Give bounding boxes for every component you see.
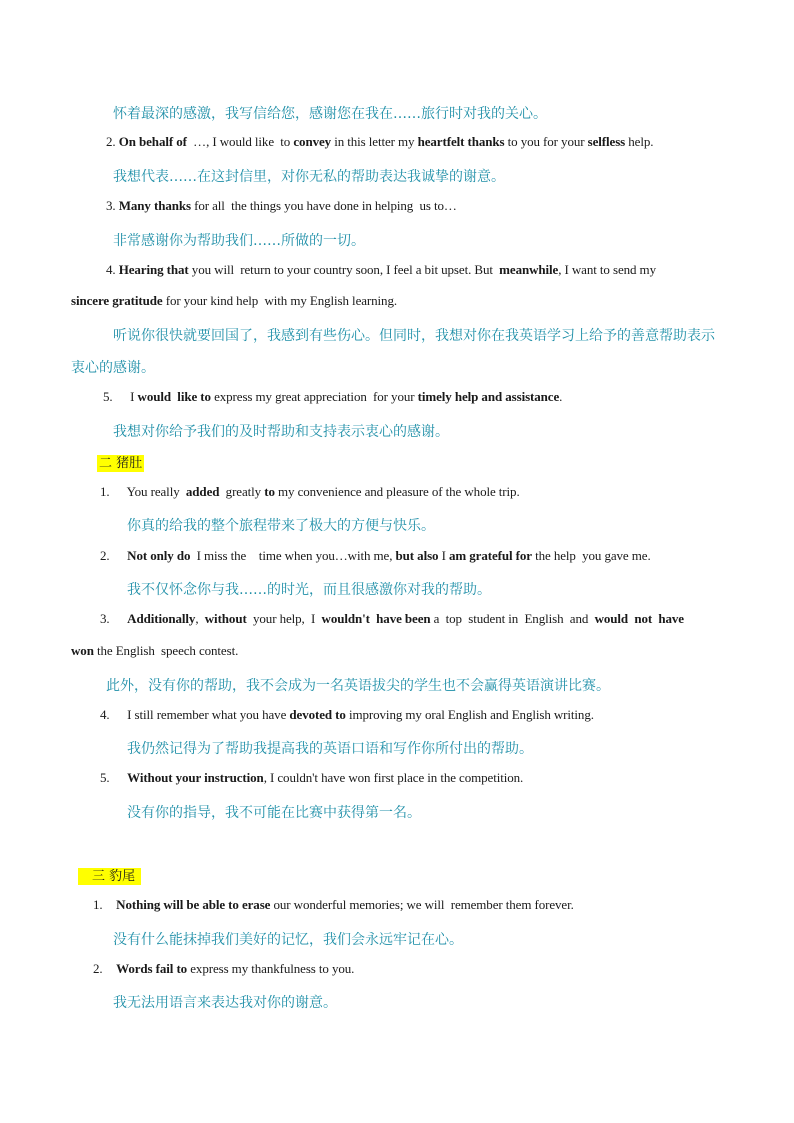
sentence-text: I still remember what you have <box>127 707 290 722</box>
intro-translation: 怀着最深的感激，我写信给您，感谢您在我在……旅行时对我的关心。 <box>113 106 547 122</box>
sentence-text: to you for your <box>504 134 588 149</box>
sentence-text: our wonderful memories; we will remember them forever. <box>270 897 574 912</box>
sentence-text: greatly <box>219 484 265 499</box>
key-phrase: Nothing will be able to erase <box>116 897 271 912</box>
item-number: 1. <box>100 484 110 499</box>
key-phrase: wouldn't have been <box>321 611 431 626</box>
key-phrase: convey <box>293 134 332 149</box>
key-phrase: Words fail to <box>116 961 188 976</box>
sentence-text: I <box>438 548 449 563</box>
translation-s1-4: 听说你很快就要回国了，我感到有些伤心。但同时，我想对你在我英语学习上给予的善意帮助表示 <box>113 328 715 344</box>
key-phrase: am grateful for <box>448 548 532 563</box>
sentence-s1-4 <box>106 262 656 278</box>
sentence-s2-5 <box>100 770 523 786</box>
key-phrase: selfless <box>587 134 626 149</box>
sentence-text: …, I would like to <box>186 134 294 149</box>
sentence-text: , I want to send my <box>558 262 656 277</box>
key-phrase: devoted to <box>289 707 346 722</box>
section-heading-2 <box>97 452 144 472</box>
sentence-text: . <box>559 389 563 404</box>
sentence-text: a top student in English and <box>430 611 595 626</box>
translation-s2-3: 此外，没有你的帮助，我不会成为一名英语拔尖的学生也不会赢得英语演讲比赛。 <box>106 678 610 694</box>
translation-s2-4: 我仍然记得为了帮助我提高我的英语口语和写作你所付出的帮助。 <box>127 741 533 757</box>
sentence-s2-3 <box>100 611 684 627</box>
key-phrase: won <box>71 643 94 658</box>
heading-label: 三 豹尾 <box>78 868 141 885</box>
item-number: 2. <box>106 134 116 149</box>
key-phrase: Hearing that <box>118 262 189 277</box>
sentence-text: , I couldn't have won first place in the competition. <box>263 770 524 785</box>
sentence-text: for your kind help with my English learning. <box>162 293 397 308</box>
sentence-s2-4 <box>100 707 594 723</box>
item-number: 4. <box>106 262 116 277</box>
translation-s1-2: 我想代表……在这封信里，对你无私的帮助表达我诚挚的谢意。 <box>113 169 505 185</box>
sentence-text: your help, I <box>246 611 322 626</box>
key-phrase: On behalf of <box>118 134 187 149</box>
key-phrase: sincere gratitude <box>71 293 163 308</box>
key-phrase: Not only do <box>127 548 191 563</box>
sentence-text: I miss the time when you…with me, <box>190 548 396 563</box>
item-number: 5. <box>100 770 110 785</box>
sentence-text: in this letter my <box>331 134 418 149</box>
sentence-s3-2 <box>93 961 354 977</box>
sentence-text: help. <box>625 134 654 149</box>
heading-label: 二 猪肚 <box>99 456 143 471</box>
key-phrase: without <box>204 611 247 626</box>
key-phrase: to <box>264 484 275 499</box>
key-phrase: would like to <box>137 389 211 404</box>
sentence-s2-1 <box>100 484 520 500</box>
sentence-s1-4-cont <box>71 293 397 309</box>
translation-s3-2: 我无法用语言来表达我对你的谢意。 <box>113 995 337 1011</box>
key-phrase: meanwhile <box>499 262 559 277</box>
item-number: 2. <box>93 961 103 976</box>
sentence-s1-2 <box>106 134 653 150</box>
item-number: 1. <box>93 897 103 912</box>
translation-s3-1: 没有什么能抹掉我们美好的记忆，我们会永远牢记在心。 <box>113 932 463 948</box>
sentence-text: express my great appreciation for your <box>210 389 418 404</box>
sentence-text: you will return to your country soon, I feel a bit upset. But <box>188 262 500 277</box>
sentence-s2-3-cont <box>71 643 238 659</box>
key-phrase: Many thanks <box>118 198 191 213</box>
item-number: 3. <box>100 611 110 626</box>
key-phrase: would not have <box>594 611 684 626</box>
item-number: 4. <box>100 707 110 722</box>
translation-s2-2: 我不仅怀念你与我……的时光，而且很感激你对我的帮助。 <box>127 582 491 598</box>
sentence-text: express my thankfulness to you. <box>187 961 355 976</box>
translation-s1-5: 我想对你给予我们的及时帮助和支持表示衷心的感谢。 <box>113 424 449 440</box>
sentence-text: the help you gave me. <box>531 548 651 563</box>
translation-s2-5: 没有你的指导，我不可能在比赛中获得第一名。 <box>127 805 421 821</box>
sentence-s3-1 <box>93 897 574 913</box>
translation-s1-4-cont: 衷心的感谢。 <box>71 360 155 376</box>
item-number: 3. <box>106 198 116 213</box>
translation-s2-1: 你真的给我的整个旅程带来了极大的方便与快乐。 <box>127 518 435 534</box>
key-phrase: added <box>185 484 220 499</box>
item-number: 2. <box>100 548 110 563</box>
sentence-s1-5 <box>103 389 562 405</box>
sentence-text: for all the things you have done in helping us to… <box>190 198 457 213</box>
sentence-text: my convenience and pleasure of the whole trip. <box>274 484 520 499</box>
sentence-text: the English speech contest. <box>93 643 239 658</box>
sentence-text: improving my oral English and English writing. <box>345 707 594 722</box>
key-phrase: but also <box>395 548 439 563</box>
item-number: 5. <box>103 389 113 404</box>
sentence-text: I <box>130 389 138 404</box>
key-phrase: Additionally <box>127 611 196 626</box>
key-phrase: timely help and assistance <box>417 389 560 404</box>
key-phrase: heartfelt thanks <box>417 134 505 149</box>
sentence-s2-2 <box>100 548 651 564</box>
key-phrase: Without your instruction <box>127 770 264 785</box>
sentence-s1-3 <box>106 198 457 214</box>
translation-s1-3: 非常感谢你为帮助我们……所做的一切。 <box>113 233 365 249</box>
section-heading-3 <box>78 865 141 885</box>
sentence-text: You really <box>126 484 186 499</box>
sentence-text: , <box>195 611 205 626</box>
